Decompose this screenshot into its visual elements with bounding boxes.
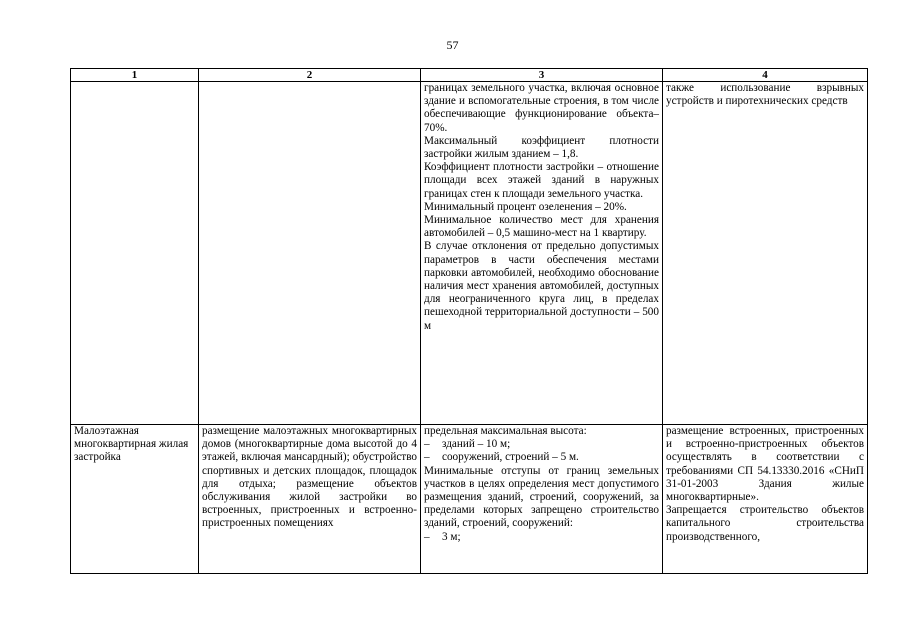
column-header-2: 2	[199, 69, 421, 82]
dash-marker: –	[424, 438, 430, 451]
table-header-row	[71, 69, 868, 82]
land-use-type-cell	[71, 425, 199, 574]
dash-marker: –	[424, 530, 430, 543]
row1-col1-cell	[71, 82, 199, 425]
permitted-use-description-cell	[199, 425, 421, 574]
column-header-4: 4	[663, 69, 868, 82]
placement-rules-cell	[663, 425, 868, 574]
explosives-restriction-text: также использование взрывных устройств и пиротехнических средств	[666, 82, 864, 108]
permitted-use-description-text: размещение малоэтажных многоквартирных домов (многоквартирные дома высотой до 4 этажей, включая мансардный); обустройство спортивных и детских площадок, площадок для отдыха; размещение объектов обслуживания жилой застройки во встроенных, пристроенных и встроенно-пристроенных помещениях	[202, 425, 417, 530]
construction-ban-text: Запрещается строительство объектов капитального строительства производственного,	[666, 504, 864, 543]
building-height-text: зданий – 10 м;	[442, 438, 511, 451]
height-limits-cell	[421, 425, 663, 574]
setback-text: Минимальные отступы от границ земельных участков в целях определения мест допустимого размещения зданий, строений, сооружений, за пределами которых запрещено строительство зданий, строений, сооружений:	[424, 464, 659, 530]
list-item	[424, 531, 659, 544]
parking-deviation-text: В случае отклонения от предельно допустимых параметров в части обеспечения местами парковки автомобилей, необходимо обоснование наличия мест хранения автомобилей, доступных для неограниченного круга лиц, в пределах пешеходной территориальной доступности – 500 м	[424, 240, 659, 332]
structure-height-text: сооружений, строений – 5 м.	[442, 451, 579, 464]
row1-restrictions-cell	[663, 82, 868, 425]
table-row	[71, 82, 868, 425]
greenery-text: Минимальный процент озеленения – 20%.	[424, 200, 627, 213]
placement-rule-text: размещение встроенных, пристроенных и встроенно-пристроенных объектов осуществлять в соответствии с требованиями СП 54.13330.2016 «СНиП 31-01-2003 Здания жилые многоквартирные».	[666, 425, 864, 504]
density-definition-text: Коэффициент плотности застройки – отношение площади всех этажей зданий в наружных границах стен к площади земельного участка.	[424, 161, 659, 200]
setback-value-text: 3 м;	[442, 530, 461, 543]
density-ratio-text: Максимальный коэффициент плотности застройки жилым зданием – 1,8.	[424, 134, 659, 161]
column-header-3: 3	[421, 69, 663, 82]
column-header-1: 1	[71, 69, 199, 82]
max-height-label: предельная максимальная высота:	[424, 425, 587, 437]
building-share-text: границах земельного участка, включая основное здание и вспомогательные строения, в том числе обеспечивающие функционирование объекта– 70%.	[424, 82, 659, 134]
parking-min-text: Минимальное количество мест для хранения автомобилей – 0,5 машино-мест на 1 квартиру.	[424, 214, 659, 240]
table-row	[71, 425, 868, 574]
page-number: 57	[446, 38, 459, 52]
regulations-table	[70, 68, 868, 574]
row1-col2-cell	[199, 82, 421, 425]
row1-parameters-cell	[421, 82, 663, 425]
land-use-type-text: Малоэтажная многоквартирная жилая застройка	[74, 425, 189, 464]
list-item	[424, 438, 659, 451]
list-item	[424, 451, 659, 464]
dash-marker: –	[424, 451, 430, 464]
